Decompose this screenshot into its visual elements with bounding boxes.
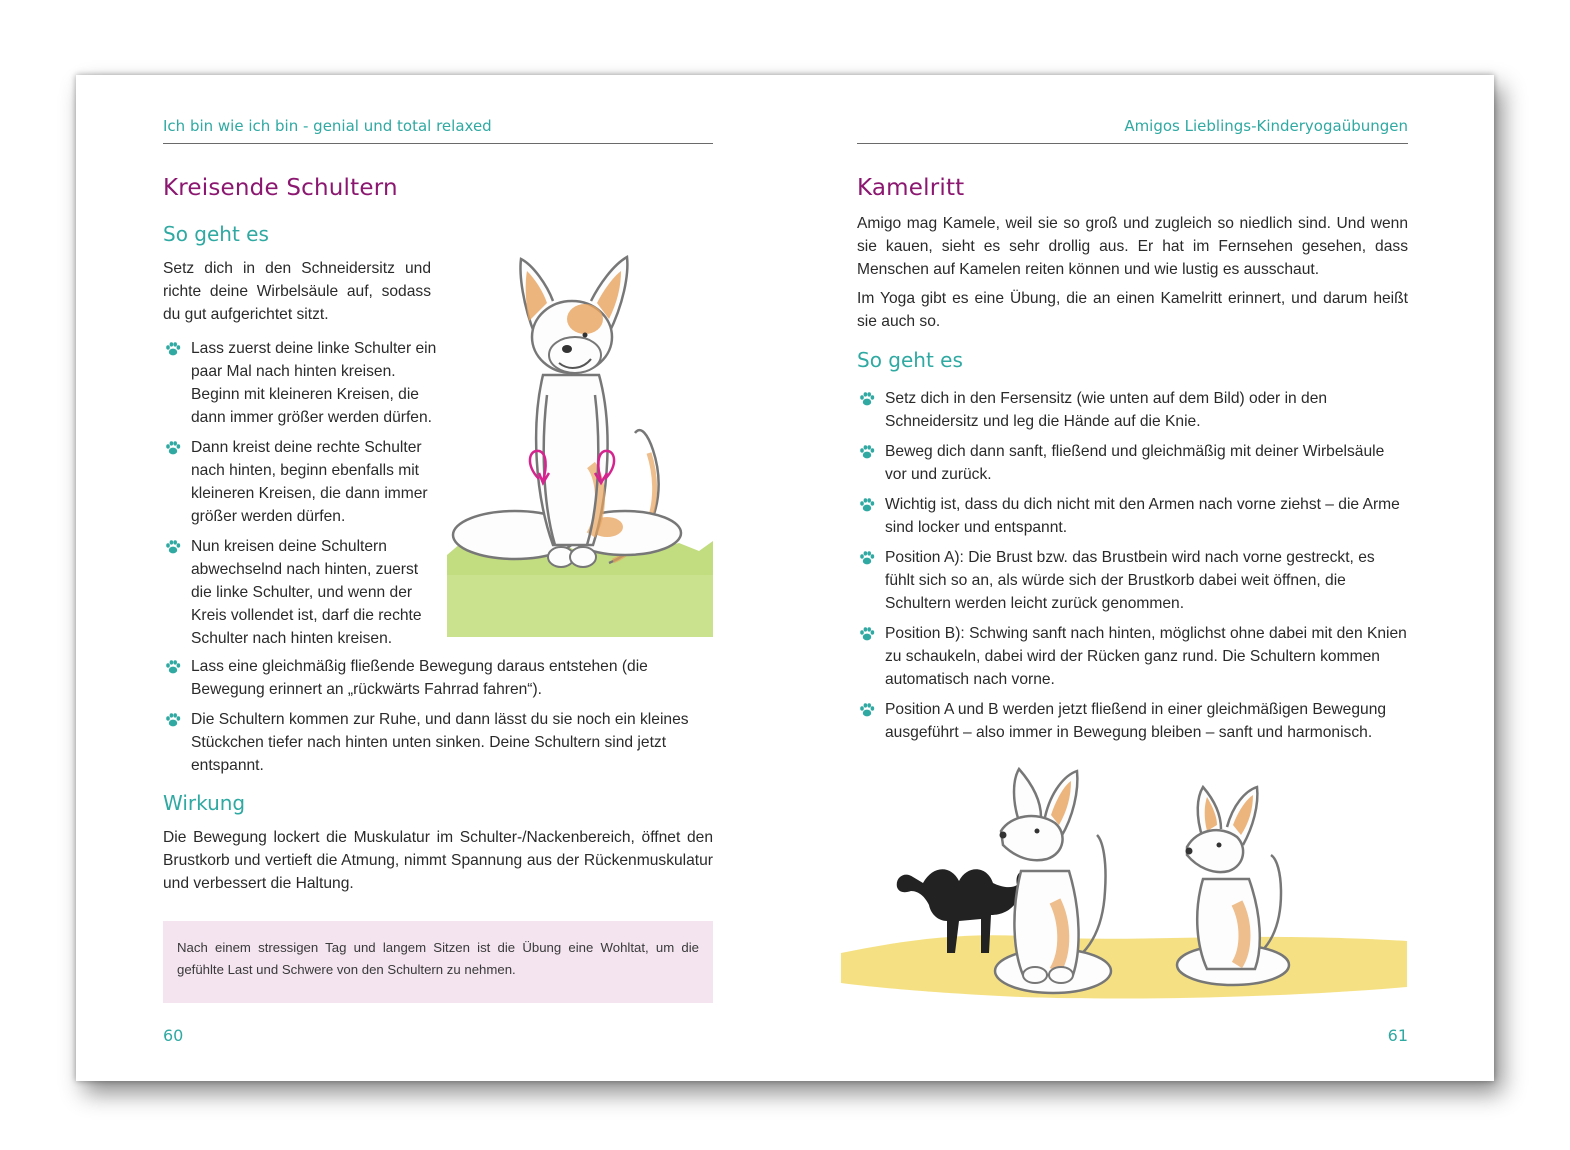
how-to-heading: So geht es [163,222,269,246]
step-text: Nun kreisen deine Schultern abwechselnd nach hinten, zuerst die linke Schulter, und wenn der Kreis vollendet ist, darf die rechte Schulter nach hinten kreisen. [191,538,422,647]
dog1-left-paw [1023,967,1047,983]
step-text: Setz dich in den Fersensitz (wie unten auf dem Bild) oder in den Schneidersitz und leg die Hände auf die Knie. [885,390,1328,430]
running-head-left: Ich bin wie ich bin - genial und total relaxed [163,117,713,144]
dog-shoulder-circles-illustration [443,245,715,645]
intro-paragraph: Setz dich in den Schneidersitz und richte deine Wirbelsäule auf, sodass du gut aufgerichtet sitzt. [163,260,431,323]
grass-highlight [447,575,713,637]
step-text: Die Schultern kommen zur Ruhe, und dann lässt du sie noch ein kleines Stückchen tiefer nach hinten unten sinken. Deine Schultern sind jetzt entspannt. [191,711,689,774]
step-item [857,622,1408,691]
step-text: Position A): Die Brust bzw. das Brustbein wird nach vorne gestreckt, es fühlt sich so an, als würde sich der Brustkorb dabei weit öffnen, die Schultern werden leicht zurück genommen. [885,549,1375,612]
exercise-title: Kreisende Schultern [163,175,398,201]
dog2-nose [1186,848,1193,855]
step-item [163,708,713,777]
dog-right-paw [570,547,596,567]
dog1-body [1014,871,1078,975]
dog1-head [1001,816,1063,860]
paw-icon [859,391,875,407]
step-item [163,436,441,528]
running-head-right: Amigos Lieblings-Kinderyogaübungen [857,117,1408,144]
paw-icon [165,659,181,675]
dog1-eye [1035,829,1040,834]
page-number-left: 60 [163,1026,184,1045]
paw-icon [165,341,181,357]
book-spread [76,75,1494,1081]
paw-icon [859,702,875,718]
effect-paragraph: Die Bewegung lockert die Muskulatur im Schulter-/Nackenbereich, öffnet den Brustkorb und vertieft die Atmung, nimmt Spannung aus der Rückenmuskulatur und verbessert die Haltung. [163,829,713,892]
intro-paragraph-1: Amigo mag Kamele, weil sie so groß und zugleich so niedlich sind. Und wenn sie kauen, sieht es sehr drollig aus. Er hat im Fernsehen gesehen, dass Menschen auf Kamelen reiten können und wie lustig es ausschaut. [857,215,1408,278]
camel-ride-illustration [841,761,1407,1021]
paw-icon [859,444,875,460]
step-item [857,387,1408,433]
step-text: Lass eine gleichmäßig fließende Bewegung daraus entstehen (die Bewegung erinnert an „rückwärts Fahrrad fahren“). [191,658,648,698]
effect-heading: Wirkung [163,791,246,815]
page-number-right: 61 [1387,1026,1408,1045]
step-text: Beweg dich dann sanft, fließend und gleichmäßig mit deiner Wirbelsäule vor und zurück. [885,443,1385,483]
step-item [857,493,1408,539]
dog1-right-paw [1049,967,1073,983]
paw-icon [165,440,181,456]
step-item [857,546,1408,615]
step-text: Dann kreist deine rechte Schulter nach hinten, beginn ebenfalls mit kleineren Kreisen, die dann immer größer werden dürfen. [191,439,428,525]
dog-head-spot [567,304,603,334]
step-item [163,535,441,650]
sand [841,935,1407,998]
dog2-head [1187,830,1243,872]
paw-icon [859,497,875,513]
steps-list-right [857,387,1408,751]
step-item [163,337,441,429]
how-to-heading-right: So geht es [857,348,963,372]
steps-list-narrow [163,337,441,657]
step-text: Position B): Schwing sanft nach hinten, möglichst ohne dabei mit den Knien zu schaukeln, dabei wird der Rücken ganz rund. Die Schultern kommen automatisch nach vorne. [885,625,1407,688]
step-text: Wichtig ist, dass du dich nicht mit den Armen nach vorne ziehst – die Arme sind locker und entspannt. [885,496,1400,536]
intro-paragraph-2: Im Yoga gibt es eine Übung, die an einen Kamelritt erinnert, und darum heißt sie auch so. [857,290,1408,330]
dog2-body [1197,879,1260,969]
paw-icon [859,626,875,642]
dog1-nose [1000,832,1007,839]
dog-nose [562,345,572,353]
dog-eye [583,333,588,338]
tip-box [163,921,713,1003]
dog2-eye [1217,843,1222,848]
step-text: Position A und B werden jetzt fließend in einer gleichmäßigen Bewegung ausgeführt – also immer in Bewegung bleiben – sanft und harmonisch. [885,701,1387,741]
paw-icon [165,712,181,728]
step-text: Lass zuerst deine linke Schulter ein paar Mal nach hinten kreisen. Beginn mit kleineren Kreisen, die dann immer größer werden dürfen. [191,340,437,426]
right-page [857,75,1408,1081]
step-item [857,440,1408,486]
paw-icon [165,539,181,555]
step-item [163,655,713,701]
left-page [163,75,713,1081]
steps-list-wide [163,655,713,784]
paw-icon [859,550,875,566]
step-item [857,698,1408,744]
tip-text: Nach einem stressigen Tag und langem Sitzen ist die Übung eine Wohltat, um die gefühlte Last und Schwere von den Schultern zu nehmen. [177,940,699,977]
exercise-title-right: Kamelritt [857,175,965,201]
